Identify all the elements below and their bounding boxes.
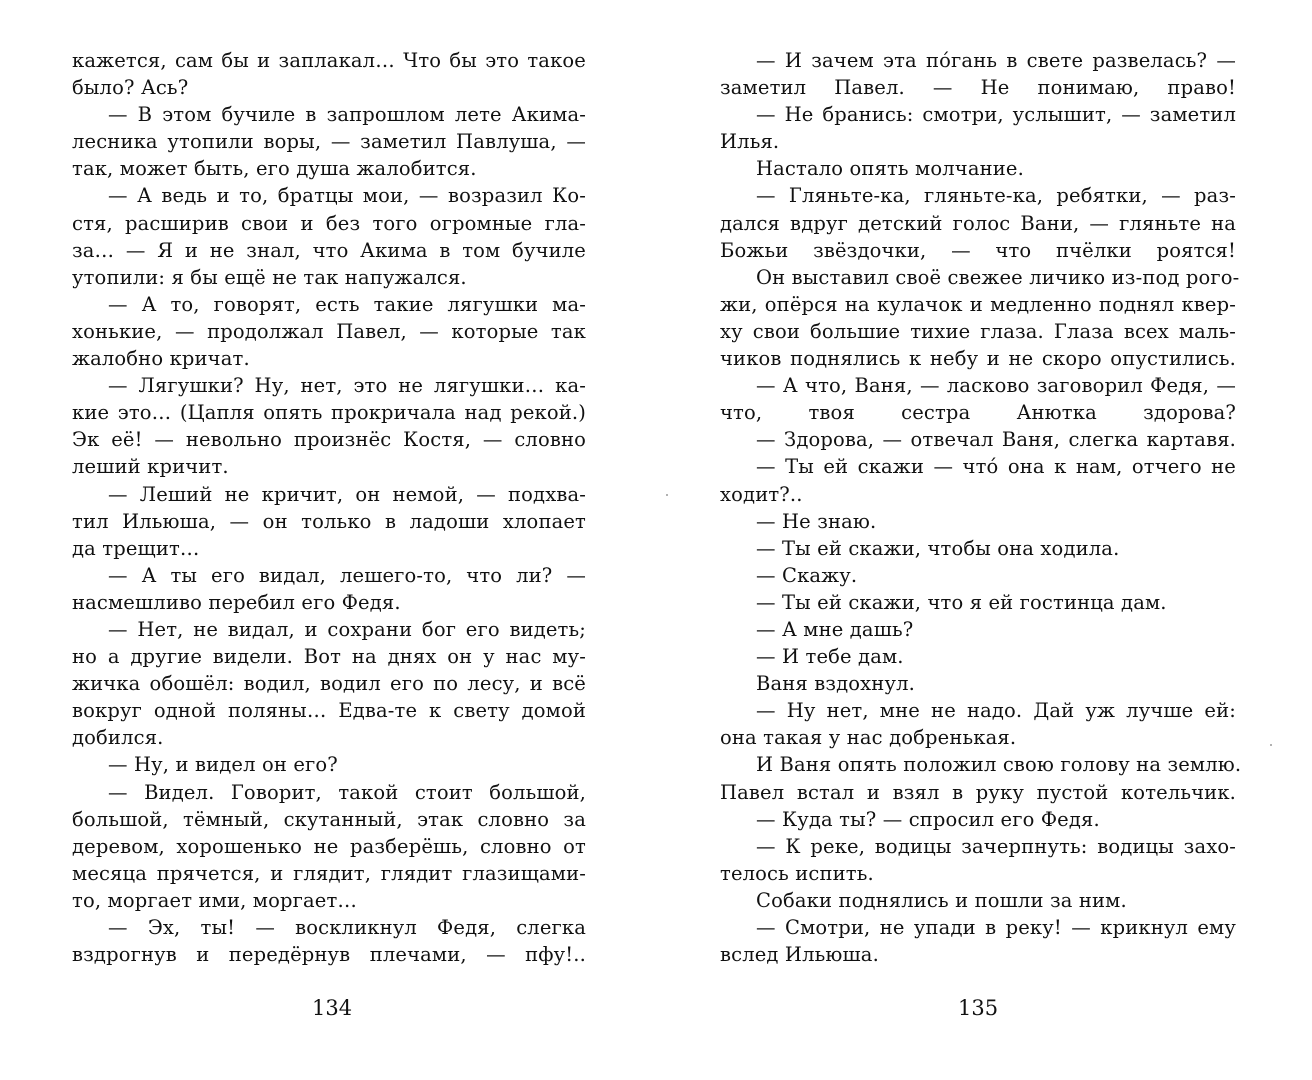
text-line: утопили: я бы ещё не так напужался. (72, 265, 467, 289)
text-line: — А ты его видал, лешего-то, что ли? — (108, 563, 586, 587)
text-line: — Куда ты? — спросил его Федя. (756, 807, 1100, 831)
text-line: — Скажу. (756, 563, 858, 587)
text-line: стя, расширив свои и без того огромные гла- (72, 211, 586, 235)
text-line: жалобно кричат. (72, 347, 250, 371)
text-line: — Видел. Говорит, такой стоит большой, (108, 780, 586, 804)
print-speck (1270, 744, 1272, 746)
text-line: — Ты ей скажи, что я ей гостинца дам. (756, 590, 1167, 614)
print-speck (666, 494, 668, 496)
text-line: Божьи звёздочки, — что пчёлки роятся! (720, 238, 1236, 262)
text-line: за… — Я и не знал, что Акима в том бучиле (72, 238, 586, 262)
text-line: Собаки поднялись и пошли за ним. (756, 888, 1127, 912)
text-line: — В этом бучиле в запрошлом лете Акима- (108, 103, 586, 127)
text-line: — Ты ей скажи, чтобы она ходила. (756, 536, 1120, 560)
text-line: Павел встал и взял в руку пустой котельчик. (720, 780, 1236, 804)
text-line: — Ты ей скажи — что́ она к нам, отчего не (756, 455, 1236, 479)
text-line: — Здорова, — отвечал Ваня, слегка картавя. (756, 428, 1236, 452)
text-line: добился. (72, 726, 164, 750)
text-line: — А то, говорят, есть такие лягушки ма- (108, 292, 586, 316)
right-page-number: 135 (958, 996, 999, 1020)
text-line: — Гляньте-ка, гляньте-ка, ребятки, — раз- (756, 184, 1236, 208)
text-line: — И тебе дам. (756, 645, 904, 669)
text-line: тил Ильюша, — он только в ладоши хлопает (72, 509, 586, 533)
right-page-text (720, 47, 1242, 968)
left-page-text (72, 47, 586, 968)
text-line: ху свои большие тихие глаза. Глаза всех маль- (720, 319, 1236, 343)
text-line: то, моргает ими, моргает… (72, 888, 358, 912)
text-line: она такая у нас добренькая. (720, 726, 1017, 750)
text-line: ходит?.. (720, 482, 803, 506)
text-line: деревом, хорошенько не разберёшь, словно от (72, 834, 586, 858)
text-line: — Смотри, не упади в реку! — крикнул ему (756, 916, 1236, 939)
text-line: — А ведь и то, братцы мои, — возразил Ко- (108, 184, 586, 208)
text-line: вздрогнув и передёрнув плечами, — пфу!.. (72, 943, 586, 967)
text-line: — Лягушки? Ну, нет, это не лягушки… ка- (108, 374, 586, 398)
text-line: — Эх, ты! — воскликнул Федя, слегка (108, 916, 586, 939)
text-line: жи, опёрся на кулачок и медленно поднял квер- (720, 292, 1236, 316)
text-line: Ваня вздохнул. (756, 672, 915, 696)
text-line: чиков поднялись к небу и не скоро опустились. (720, 347, 1236, 371)
text-line: вслед Ильюша. (720, 943, 879, 967)
text-line: но а другие видели. Вот на днях он у нас му- (72, 645, 586, 669)
text-line: большой, тёмный, скутанный, этак словно за (72, 807, 586, 831)
text-line: кие это… (Цапля опять прокричала над рекой.) (72, 401, 586, 425)
text-line: заметил Павел. — Не понимаю, право! (720, 76, 1236, 100)
text-line: — К реке, водицы зачерпнуть: водицы захо- (756, 834, 1236, 858)
text-line: — Леший не кричит, он немой, — подхва- (108, 482, 586, 506)
text-line: — А мне дашь? (756, 617, 914, 641)
text-line: Настало опять молчание. (756, 157, 1024, 181)
text-line: жичка обошёл: водил, водил его по лесу, и всё (72, 672, 586, 696)
left-page-number: 134 (312, 996, 353, 1020)
text-line: кажется, сам бы и заплакал… Что бы это такое (72, 49, 586, 72)
text-line: — Не знаю. (756, 509, 877, 533)
text-line: — Не бранись: смотри, услышит, — заметил (756, 103, 1236, 127)
text-line: лесника утопили воры, — заметил Павлуша, — (72, 130, 586, 154)
text-line: Илья. (720, 130, 780, 154)
right-page (656, 0, 1312, 1080)
text-line: дался вдруг детский голос Вани, — гляньте на (720, 211, 1236, 235)
text-line: так, может быть, его душа жалобится. (72, 157, 477, 181)
text-line: — Нет, не видал, и сохрани бог его видеть; (108, 617, 586, 641)
text-line: хонькие, — продолжал Павел, — которые так (72, 319, 586, 343)
text-line: да трещит… (72, 536, 200, 560)
text-line: — Ну нет, мне не надо. Дай уж лучше ей: (756, 699, 1236, 723)
text-line: что, твоя сестра Анютка здорова? (720, 401, 1236, 425)
text-line: И Ваня опять положил свою голову на землю. (756, 753, 1242, 777)
text-line: — И зачем эта по́гань в свете развелась? — (756, 49, 1236, 72)
text-line: — А что, Ваня, — ласково заговорил Федя, — (756, 374, 1236, 398)
text-line: телось испить. (720, 861, 874, 885)
text-line: — Ну, и видел он его? (108, 753, 338, 777)
text-line: насмешливо перебил его Федя. (72, 590, 401, 614)
text-line: вокруг одной поляны… Едва-те к свету домой (72, 699, 586, 723)
text-line: месяца прячется, и глядит, глядит глазищами- (72, 861, 586, 885)
text-line: Эк её! — невольно произнёс Костя, — словно (72, 428, 586, 452)
text-line: Он выставил своё свежее личико из-под рого- (756, 265, 1240, 289)
text-line: леший кричит. (72, 455, 229, 479)
text-line: было? Ась? (72, 76, 189, 100)
